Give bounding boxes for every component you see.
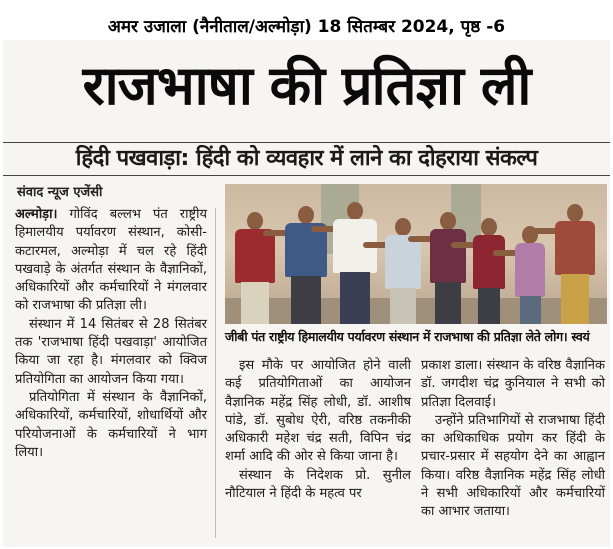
paragraph: संस्थान के निदेशक प्रो. सुनील नौटियाल ने हिंदी के महत्व पर (225, 467, 411, 502)
article-column-2 (225, 357, 411, 503)
column-divider (215, 208, 216, 538)
paragraph-text: गोविंद बल्लभ पंत राष्ट्रीय हिमालयीय पर्यावरण संस्थान, कोसी-कटारमल, अल्मोड़ा में चल रहे हिंदी पखवाड़े के अंतर्गत संस्थान के वैज्ञानिकों, अधिकारियों और कर्मचारियों ने मंगलवार को राजभाषा की प्रतिज्ञा ली। (15, 207, 207, 314)
paragraph: प्रकाश डाला। संस्थान के वरिष्ठ वैज्ञानिक डॉ. जगदीश चंद्र कुनियाल ने सभी को प्रतिज्ञा दिलवाई। (421, 358, 605, 410)
byline: संवाद न्यूज एजेंसी (17, 185, 103, 200)
dateline: अल्मोड़ा। (15, 207, 58, 222)
paragraph: इस मौके पर आयोजित होने वाली कई प्रतियोगिताओं का आयोजन वैज्ञानिक महेंद्र सिंह लोधी, डॉ. आशीष पांडे, डॉ. सुबोध ऐरी, वरिष्ठ तकनीकी अधिकारी महेश चंद्र सती, विपिन चंद्र शर्मा आदि की ओर से किया जाना है। (225, 358, 411, 465)
subheadline: हिंदी पखवाड़ा: हिंदी को व्यवहार में लाने का दोहराया संकल्प (3, 142, 610, 176)
article-column-1 (15, 206, 207, 462)
paragraph: उन्होंने प्रतिभागियों से राजभाषा हिंदी का अधिकाधिक प्रयोग कर हिंदी के प्रचार-प्रसार में सहयोग देने का आह्वान किया। वरिष्ठ वैज्ञानिक महेंद्र सिंह लोधी ने सभी अधिकारियों और कर्मचारियों का आभार जताया। (421, 412, 605, 520)
paragraph: प्रतियोगिता में संस्थान के वैज्ञानिकों, अधिकारियों, कर्मचारियों, शोधार्थियों और परियोजनाओं के कर्मचारियों ने भाग लिया। (15, 389, 207, 460)
photo-caption: जीबी पंत राष्ट्रीय हिमालयीय पर्यावरण संस्थान में राजभाषा की प्रतिज्ञा लेते लोग। स्वयं (225, 329, 590, 344)
newspaper-clipping (3, 40, 610, 547)
headline: राजभाषा की प्रतिज्ञा ली (82, 54, 531, 117)
publication-source: अमर उजाला (नैनीताल/अल्मोड़ा) 18 सितम्बर 2024, पृष्ठ -6 (107, 17, 506, 37)
paragraph (15, 206, 207, 316)
paragraph: संस्थान में 14 सितंबर से 28 सितंबर तक 'राजभाषा हिंदी पखवाड़ा' आयोजित किया जा रहा है। मंगलवार को क्विज प्रतियोगिता का आयोजन किया गया। (15, 316, 207, 387)
news-photo (225, 184, 607, 324)
article-column-3 (421, 357, 605, 522)
